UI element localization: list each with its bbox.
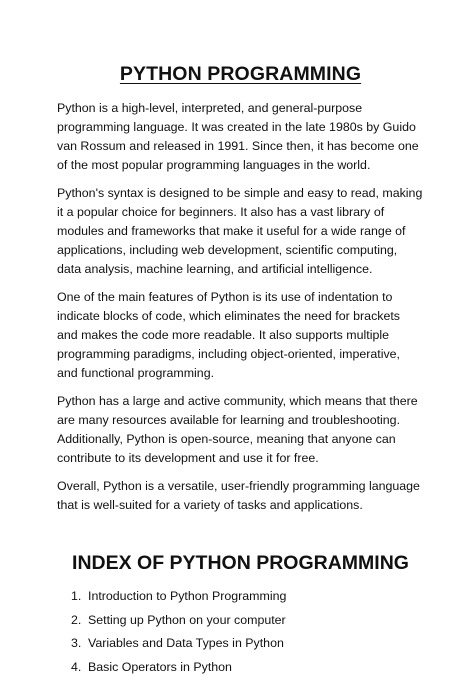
paragraph-community: Python has a large and active community, which means that there are many resources available for learning and troubleshooting. Additionally, Python is open-source, meaning that anyone can contribute to its development and use it for free.: [57, 394, 418, 465]
paragraph-intro: Python is a high-level, interpreted, and general-purpose programming language. It was created in the late 1980s by Guido van Rossum and released in 1991. Since then, it has become one of the most popular programming languages in the world.: [57, 101, 419, 172]
index-list: [57, 589, 424, 675]
index-item-text: Introduction to Python Programming: [88, 589, 287, 603]
paragraph-overall: Overall, Python is a versatile, user-friendly programming language that is well-suited for a variety of tasks and applications.: [57, 479, 420, 512]
document-title: PYTHON PROGRAMMING: [119, 63, 362, 85]
index-item: [71, 613, 424, 628]
index-title: INDEX OF PYTHON PROGRAMMING: [72, 552, 409, 574]
paragraph-syntax: Python's syntax is designed to be simple and easy to read, making it a popular choice for beginners. It also has a vast library of modules and frameworks that make it useful for a wide range of applications, including web development, scientific computing, data analysis, machine learning, and artificial intelligence.: [57, 186, 423, 276]
index-item-text: Basic Operators in Python: [88, 659, 232, 674]
body-text: [57, 99, 424, 515]
index-item-text: Variables and Data Types in Python: [88, 636, 284, 650]
index-item-number: 4.: [71, 659, 82, 674]
index-item: [71, 636, 424, 651]
index-item-number: 3.: [71, 636, 82, 650]
index-item: [71, 589, 424, 604]
index-item: [71, 660, 424, 675]
index-item-number: 1.: [71, 589, 82, 603]
paragraph-features: One of the main features of Python is its use of indentation to indicate blocks of code, which eliminates the need for brackets and makes the code more readable. It also supports multiple programming paradigms, including object-oriented, imperative, and functional programming.: [57, 290, 400, 380]
index-item-number: 2.: [71, 612, 82, 627]
index-item-text: Setting up Python on your computer: [88, 612, 286, 627]
